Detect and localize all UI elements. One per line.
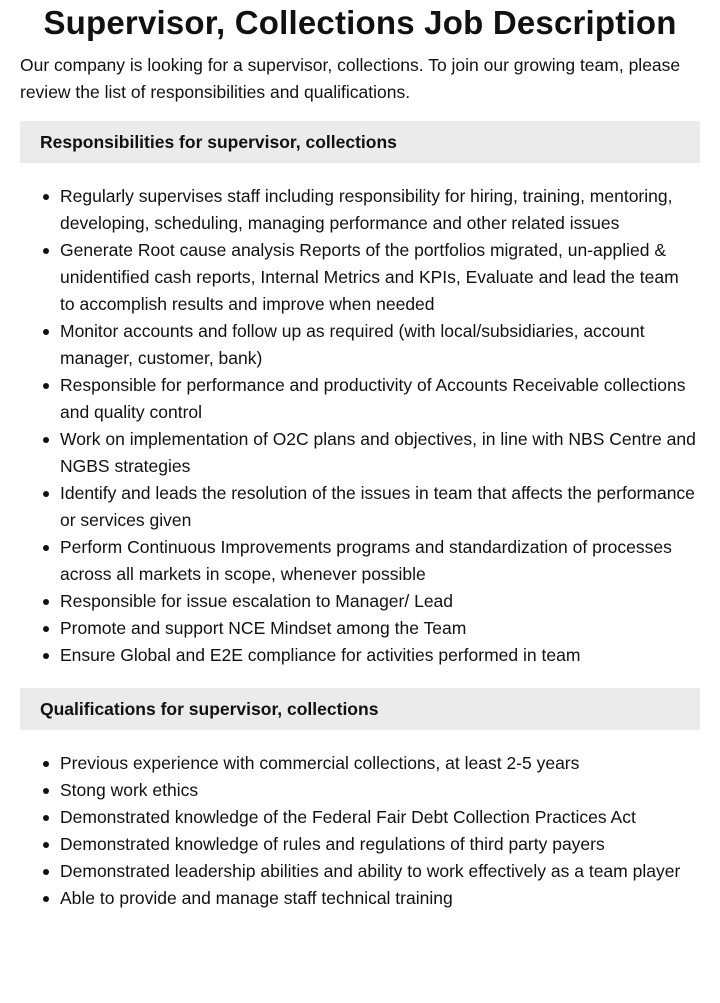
page-title: Supervisor, Collections Job Description (43, 4, 677, 41)
list-item: Demonstrated knowledge of rules and regulations of third party payers (60, 831, 696, 858)
qualifications-heading: Qualifications for supervisor, collections (20, 688, 700, 730)
list-item: Generate Root cause analysis Reports of the portfolios migrated, un-applied & unidentified cash reports, Internal Metrics and KPIs, Evaluate and lead the team to accomplish results and improve when needed (60, 237, 696, 318)
list-item: Responsible for performance and productivity of Accounts Receivable collections and quality control (60, 372, 696, 426)
list-item: Responsible for issue escalation to Manager/ Lead (60, 588, 696, 615)
list-item: Monitor accounts and follow up as required (with local/subsidiaries, account manager, customer, bank) (60, 318, 696, 372)
list-item: Stong work ethics (60, 777, 696, 804)
list-item: Able to provide and manage staff technical training (60, 885, 696, 912)
list-item: Regularly supervises staff including responsibility for hiring, training, mentoring, developing, scheduling, managing performance and other related issues (60, 183, 696, 237)
list-item: Demonstrated knowledge of the Federal Fair Debt Collection Practices Act (60, 804, 696, 831)
qualifications-list (20, 750, 700, 912)
intro-paragraph: Our company is looking for a supervisor, collections. To join our growing team, please review the list of responsibilities and qualifications. (20, 55, 681, 102)
list-item: Demonstrated leadership abilities and ability to work effectively as a team player (60, 858, 696, 885)
list-item: Promote and support NCE Mindset among the Team (60, 615, 696, 642)
responsibilities-list (20, 183, 700, 669)
list-item: Ensure Global and E2E compliance for activities performed in team (60, 642, 696, 669)
list-item: Previous experience with commercial collections, at least 2-5 years (60, 750, 696, 777)
list-item: Identify and leads the resolution of the issues in team that affects the performance or services given (60, 480, 696, 534)
responsibilities-heading: Responsibilities for supervisor, collections (20, 121, 700, 163)
list-item: Perform Continuous Improvements programs and standardization of processes across all markets in scope, whenever possible (60, 534, 696, 588)
list-item: Work on implementation of O2C plans and objectives, in line with NBS Centre and NGBS strategies (60, 426, 696, 480)
